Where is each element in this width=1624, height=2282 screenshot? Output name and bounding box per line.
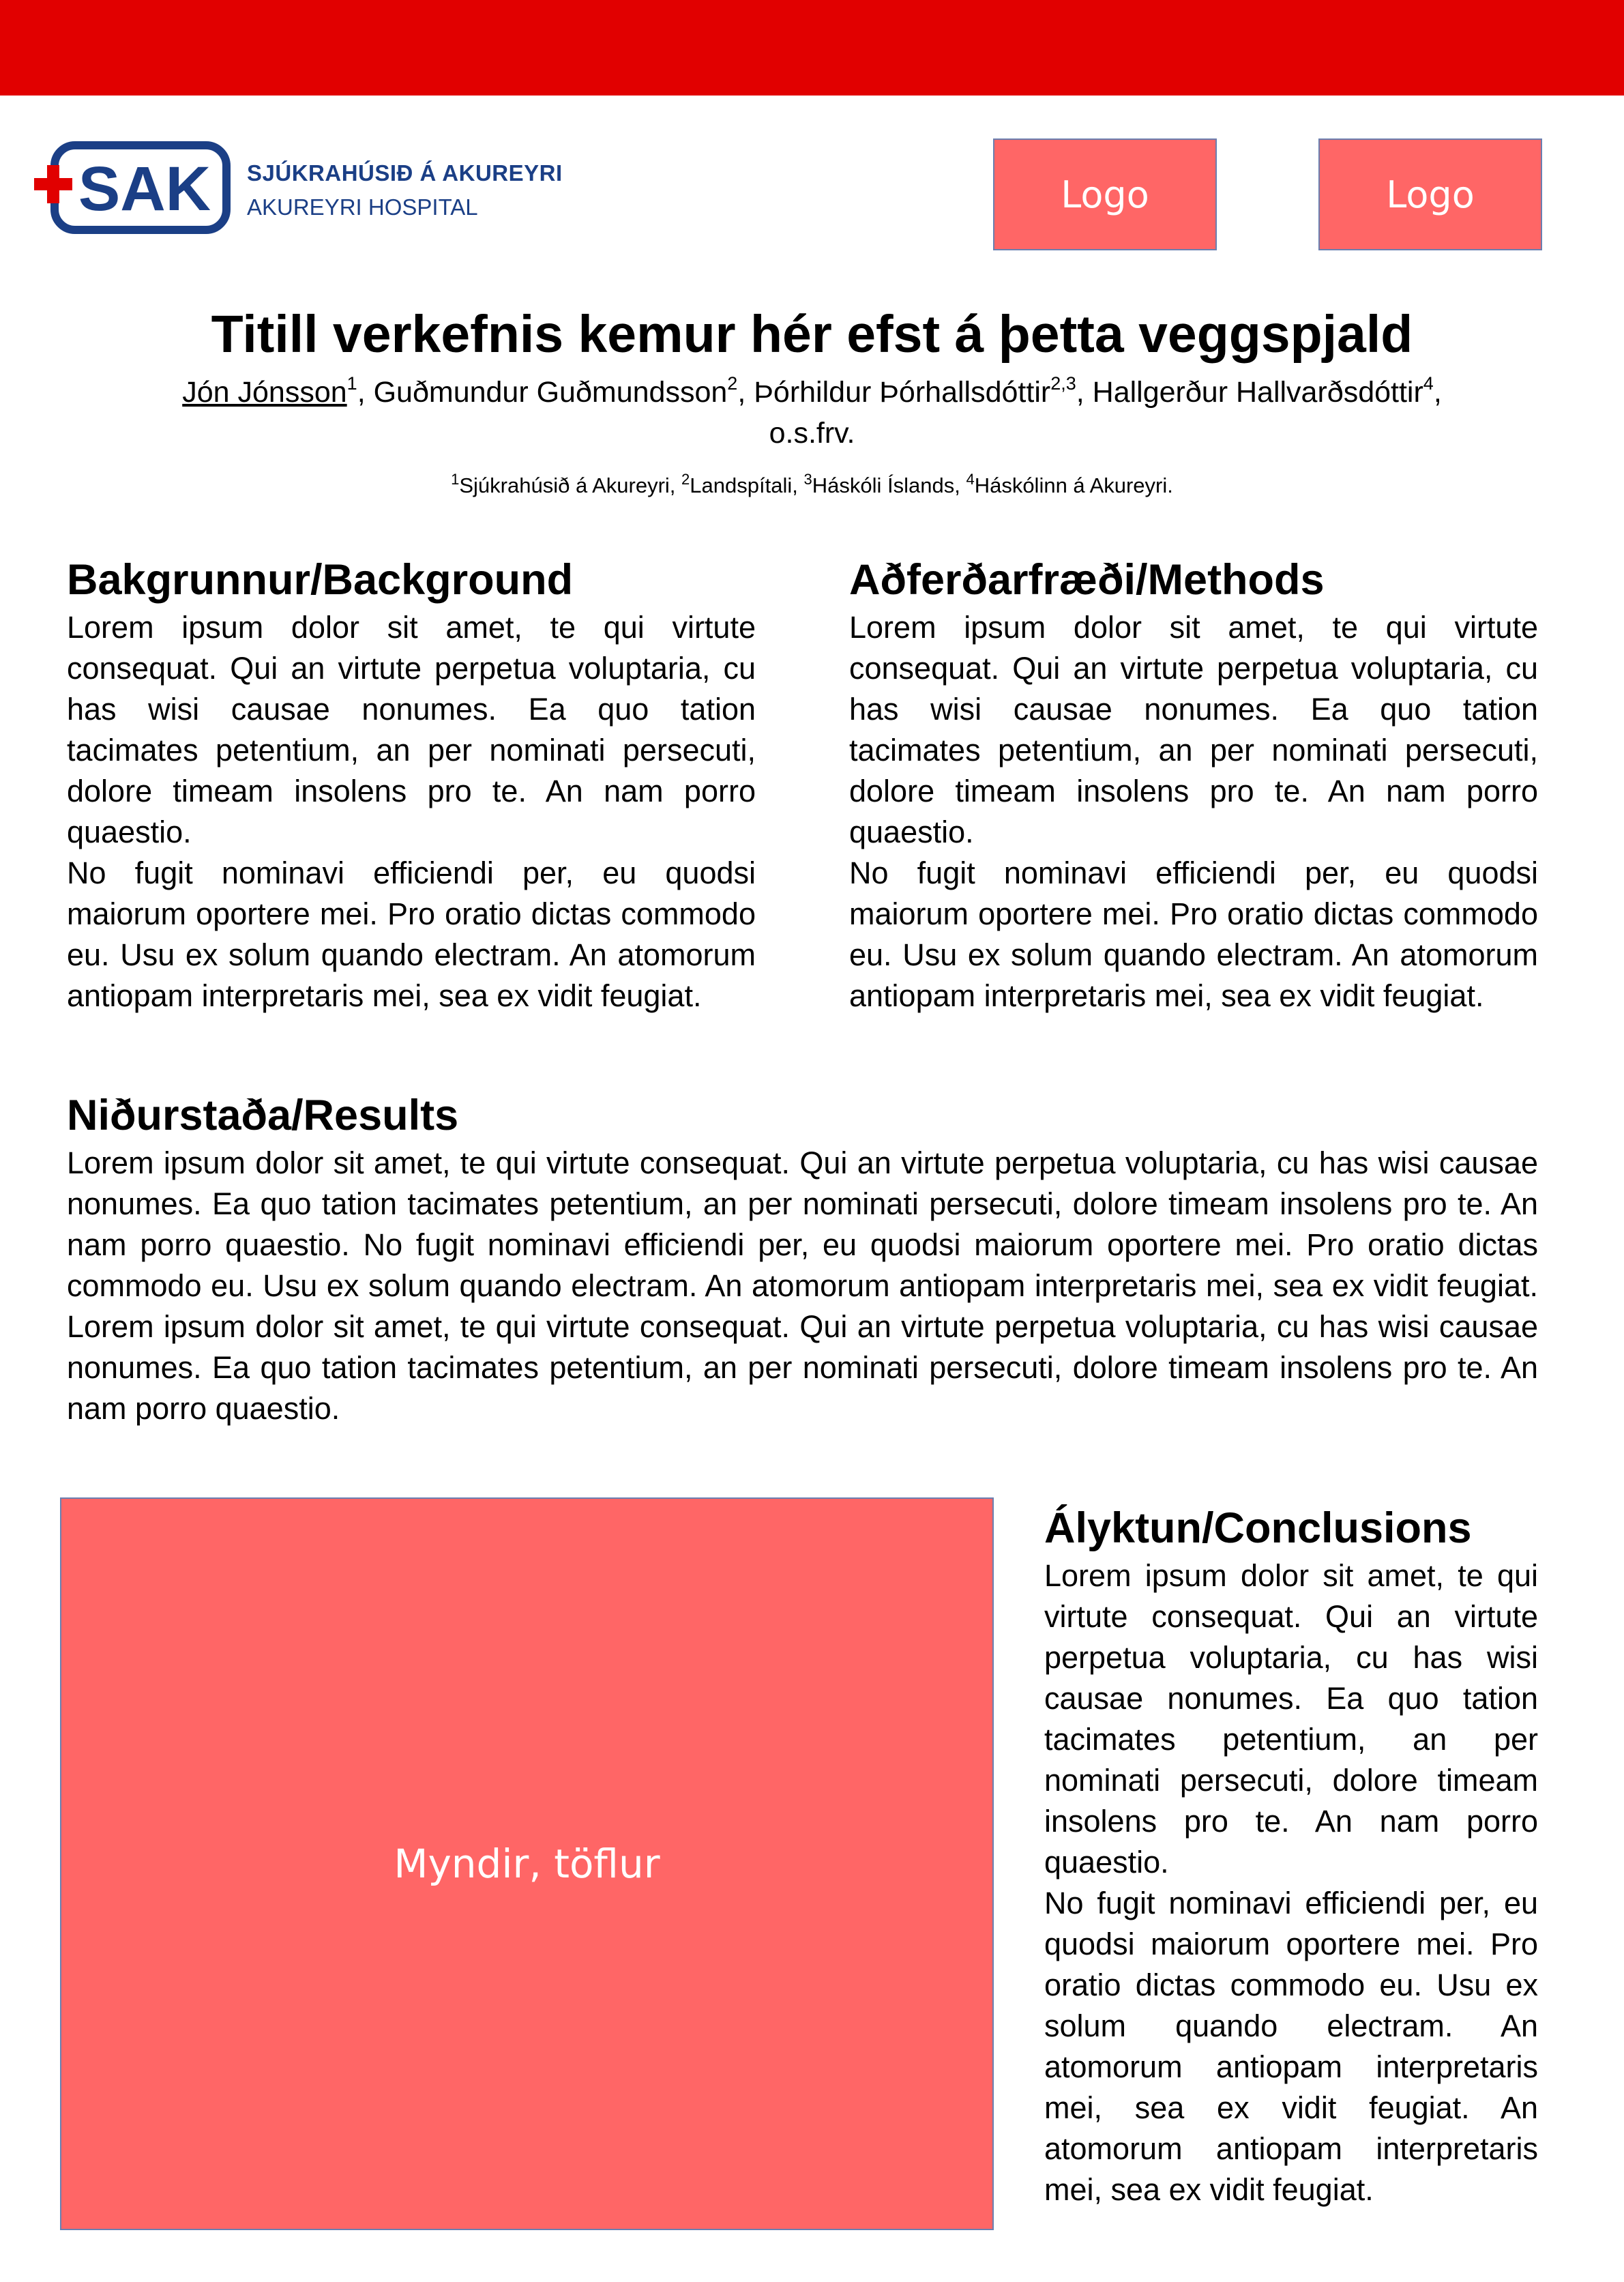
top-color-bar	[0, 0, 1624, 96]
author-name: Þórhildur Þórhallsdóttir	[754, 376, 1051, 409]
affil-name: Háskólinn á Akureyri.	[974, 473, 1173, 497]
author-affil-sup: 4	[1423, 373, 1434, 394]
affiliations: $^1$Sjúkrahúsið á Akureyri, $^2$Landspítali, $^3$Háskóli Íslands, $^4$Háskólinn á Akureyri.	[451, 471, 1173, 497]
figure-placeholder: Myndir, töflur	[60, 1497, 994, 2230]
methods-paragraph: No fugit nominavi efficiendi per, eu quodsi maiorum oportere mei. Pro oratio dictas commodo eu. Usu ex solum quando electram. An atomorum antiopam interpretaris mei, sea ex vidit feugiat.	[849, 855, 1538, 1013]
hospital-logo	[34, 140, 580, 242]
methods-paragraph: Lorem ipsum dolor sit amet, te qui virtute consequat. Qui an virtute perpetua voluptaria, cu has wisi causae nonumes. Ea quo tation tacimates petentium, an per nominati persecuti, dolore timeam insolens pro te. An nam porro quaestio.	[849, 610, 1538, 849]
logo-placeholder-2: Logo	[1318, 138, 1542, 250]
affil-sup: 3	[803, 471, 812, 488]
methods-section	[849, 553, 1538, 1016]
sak-logo-icon	[34, 140, 232, 235]
org-name: SJÚKRAHÚSIÐ Á AKUREYRI	[247, 160, 563, 186]
background-section	[67, 553, 756, 1016]
results-heading: Niðurstaða/Results	[67, 1092, 459, 1139]
conclusions-section	[1044, 1501, 1538, 2210]
author-name: Hallgerður Hallvarðsdóttir	[1092, 376, 1423, 409]
author-affil-sup: 2	[727, 373, 738, 394]
poster-title: Titill verkefnis kemur hér efst á þetta veggspjald	[211, 305, 1413, 364]
affil-sup: 2	[681, 471, 690, 488]
conclusions-heading: Ályktun/Conclusions	[1044, 1504, 1472, 1552]
results-paragraph: Lorem ipsum dolor sit amet, te qui virtute consequat. Qui an virtute perpetua voluptaria, cu has wisi causae nonumes. Ea quo tation tacimates petentium, an per nominati persecuti, dolore timeam insolens pro te. An nam porro quaestio. No fugit nominavi efficiendi per, eu quodsi maiorum oportere mei. Pro oratio dictas commodo eu. Usu ex solum quando electram. An atomorum antiopam interpretaris mei, sea ex vidit feugiat. Lorem ipsum dolor sit amet, te qui virtute consequat. Qui an virtute perpetua voluptaria, cu has wisi causae nonumes. Ea quo tation tacimates petentium, an per nominati persecuti, dolore timeam insolens pro te. An nam porro quaestio.	[67, 1145, 1538, 1426]
author-name: Guðmundur Guðmundsson	[373, 376, 728, 409]
affil-sup: 1	[451, 471, 460, 488]
conclusions-paragraph: No fugit nominavi efficiendi per, eu quodsi maiorum oportere mei. Pro oratio dictas commodo eu. Usu ex solum quando electram. An atomorum antiopam interpretaris mei, sea ex vidit feugiat. An atomorum antiopam interpretaris mei, sea ex vidit feugiat.	[1044, 1886, 1538, 2207]
author-list: Jón Jónsson$^1$, Guðmundur Guðmundsson$^2$, Þórhildur Þórhallsdóttir$^{2,3}$, Hallgerður Hallvarðsdóttir$^4$, o.s.frv.	[182, 373, 1442, 450]
author-name: Jón Jónsson	[182, 376, 347, 409]
conclusions-paragraph: Lorem ipsum dolor sit amet, te qui virtute consequat. Qui an virtute perpetua voluptaria, cu has wisi causae nonumes. Ea quo tation tacimates petentium, an per nominati persecuti, dolore timeam insolens pro te. An nam porro quaestio.	[1044, 1558, 1538, 1879]
authors-suffix: o.s.frv.	[769, 417, 855, 450]
org-name-english: AKUREYRI HOSPITAL	[247, 194, 478, 220]
background-paragraph: Lorem ipsum dolor sit amet, te qui virtute consequat. Qui an virtute perpetua voluptaria, cu has wisi causae nonumes. Ea quo tation tacimates petentium, an per nominati persecuti, dolore timeam insolens pro te. An nam porro quaestio.	[67, 610, 756, 849]
methods-heading: Aðferðarfræði/Methods	[849, 556, 1325, 604]
affil-sup: 4	[966, 471, 975, 488]
author-affil-sup: 1	[346, 373, 357, 394]
affil-name: Háskóli Íslands	[812, 473, 955, 497]
background-heading: Bakgrunnur/Background	[67, 556, 574, 604]
affil-name: Landspítali	[690, 473, 793, 497]
logo-placeholder-1: Logo	[993, 138, 1217, 250]
logo-abbr: SAK	[78, 154, 211, 224]
results-section	[67, 1088, 1538, 1429]
affil-name: Sjúkrahúsið á Akureyri	[459, 473, 670, 497]
author-affil-sup: 2,3	[1050, 373, 1076, 394]
background-paragraph: No fugit nominavi efficiendi per, eu quodsi maiorum oportere mei. Pro oratio dictas commodo eu. Usu ex solum quando electram. An atomorum antiopam interpretaris mei, sea ex vidit feugiat.	[67, 855, 756, 1013]
